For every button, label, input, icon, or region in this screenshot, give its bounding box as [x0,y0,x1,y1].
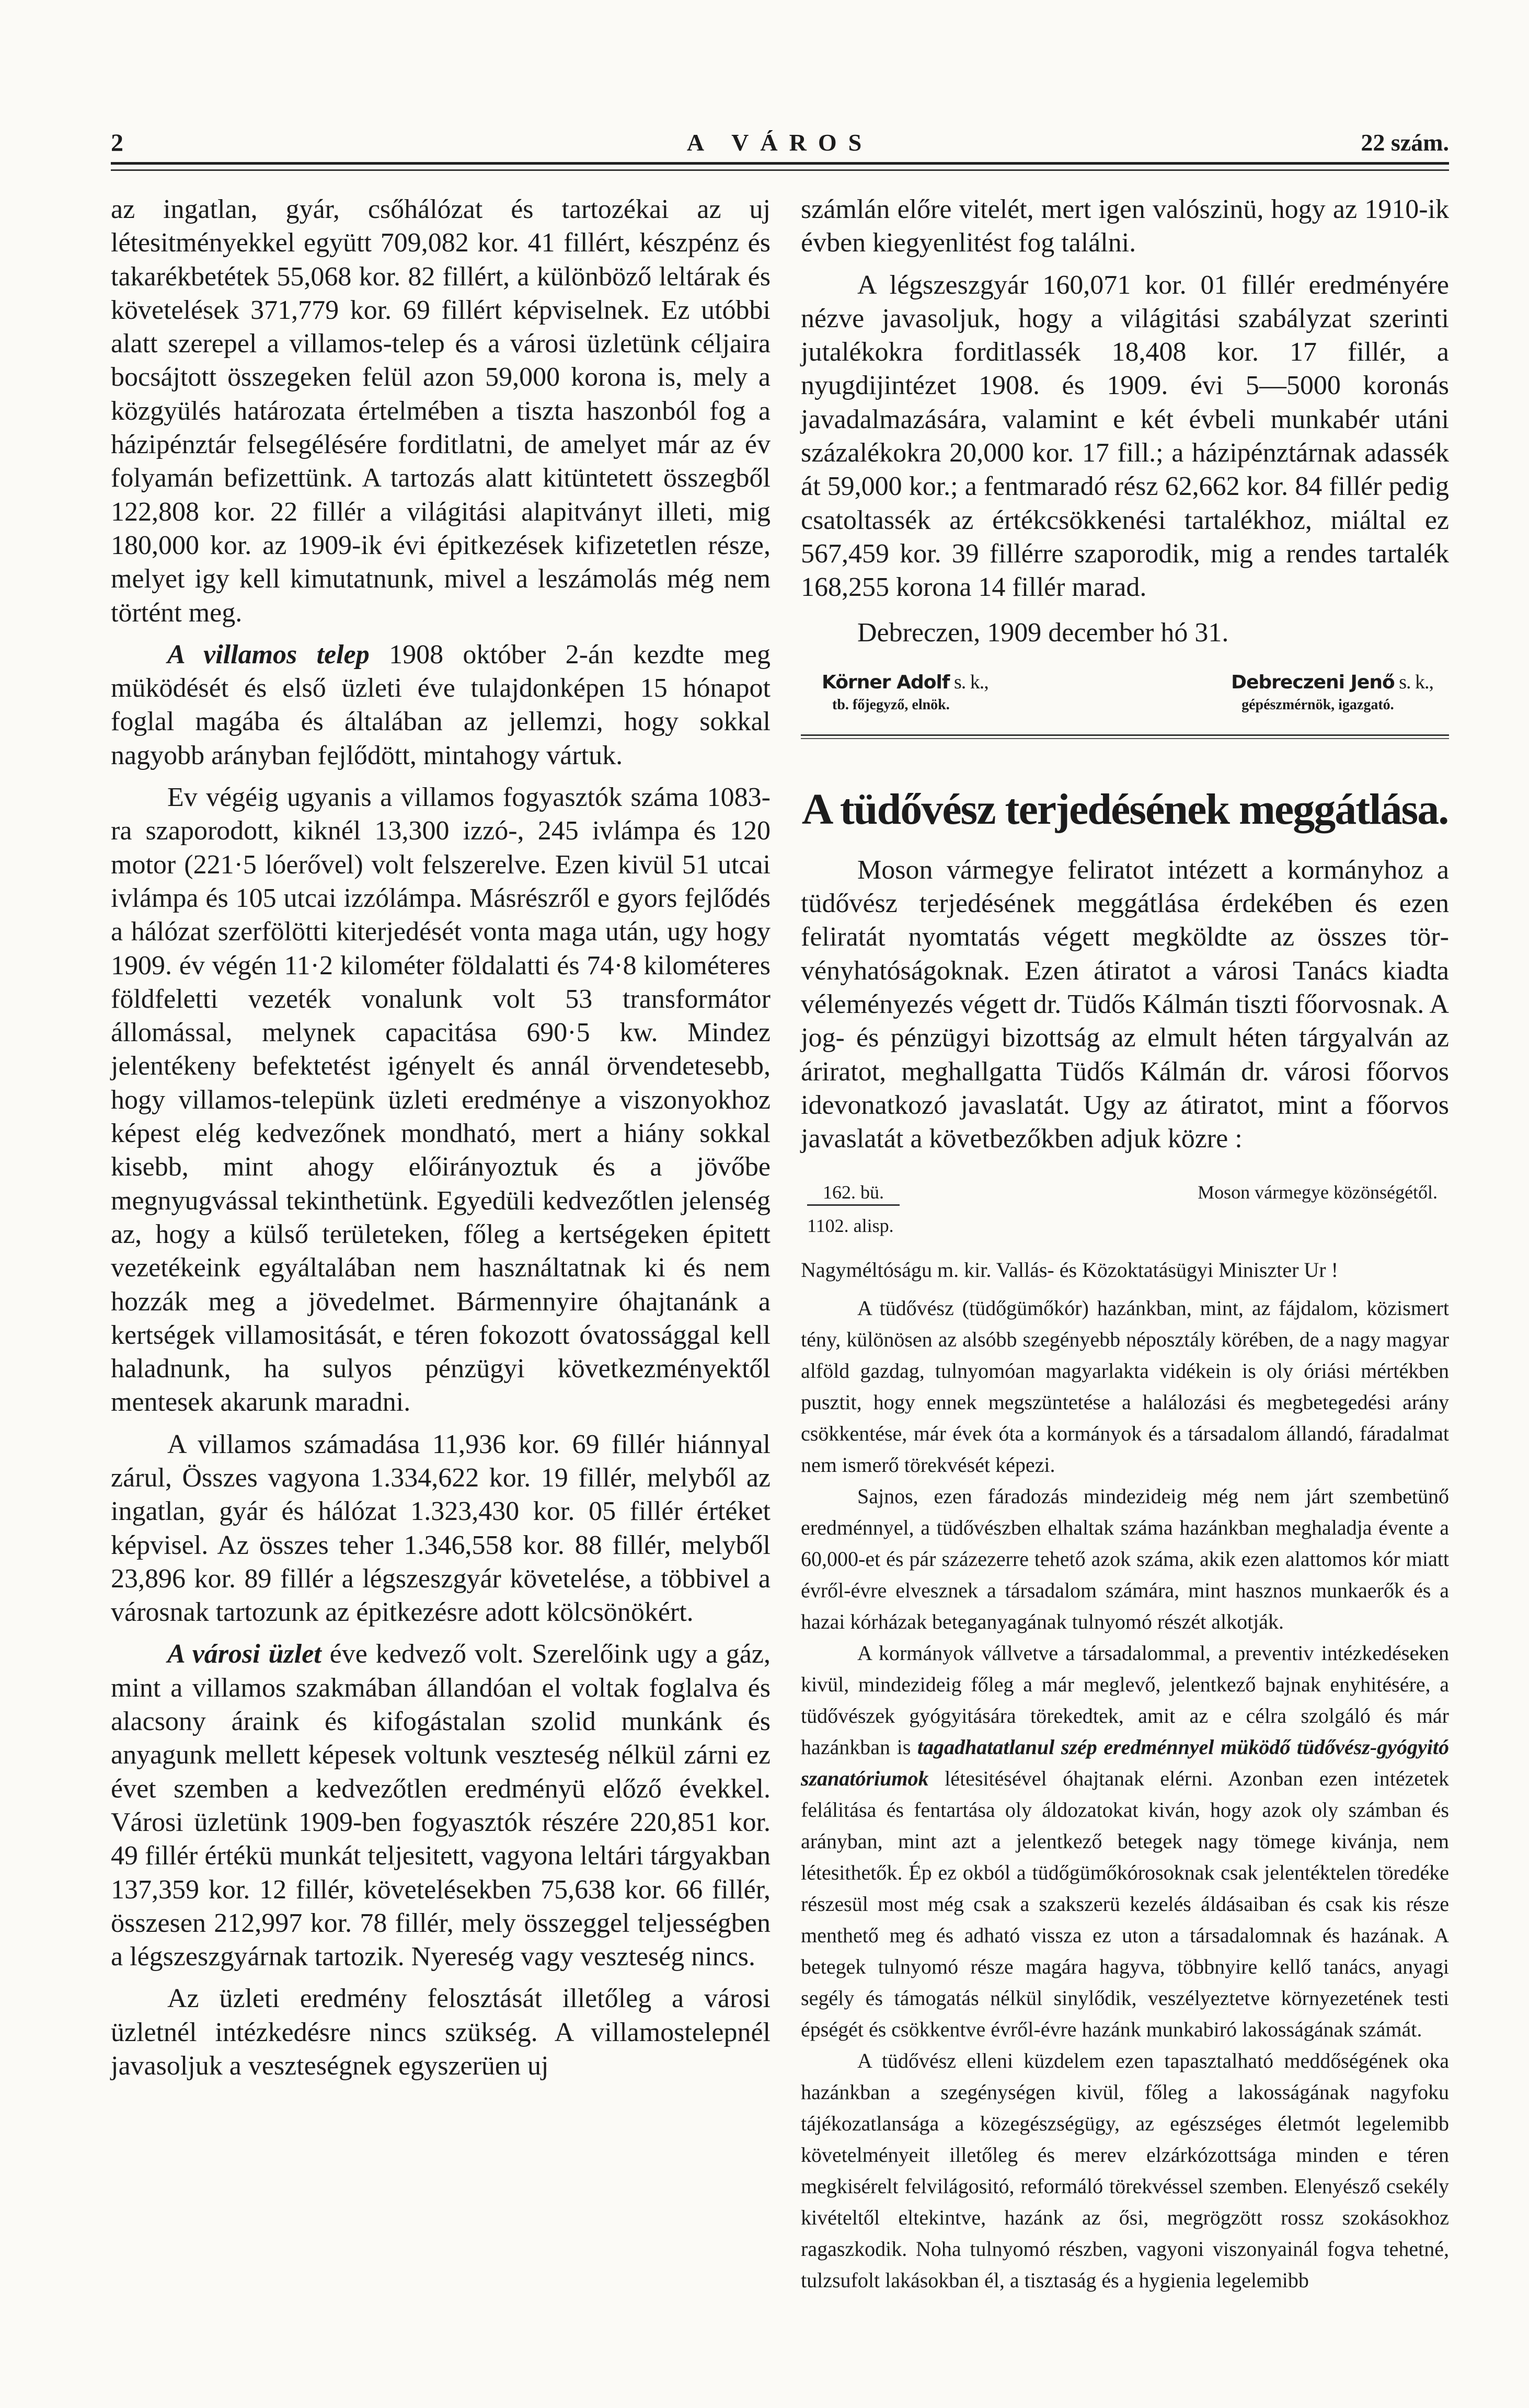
paragraph-continuation: számlán előre vitelét, mert igen valószinü, hogy az 1910-ik évben kiegyenlitést fog találni. [801,194,1449,258]
two-column-body [111,193,1449,2296]
header-rule [111,162,1449,171]
signer-suffix: s. k., [1394,671,1433,693]
letter-paragraph-2: Sajnos, ezen fáradozás mindezideig még nem járt szembetünő eredménnyel, a tüdővészben elhaltak száma hazánkban meghaladja évente a 60,000-et és pár százezerre tehető azok száma, akik ezen alattomos kór miatt évről-évre elvesznek a társadalom számára, mint hasznos munkaerők és a hazai kórházak beteganyagának tulnyomó részét alkotják. [801,1484,1449,1633]
paragraph-varosi-uzlet [111,1638,771,1974]
paragraph-consumers: Ev végéig ugyanis a villamos fogyasztók száma 1083-ra szaporodott, kiknél 13,300 izzó-, 245 ivlámpa és 120 motor (221·5 lóerővel) volt felszerelve. Ezen kivül 51 utcai ivlámpa és 105 utcai izzólámpa. Másrészről e gyors fejlődés a hálózat szerfölötti kiterjedését vonta maga után, ugy hogy 1909. év végén 11·2 kilométer földalatti és 74·8 kilométeres földfeletti vezeték vonalunk volt 53 transformátor állomással, melynek capacitása 690·5 kw. Mindez jelentékeny befektetést igényelt és annál örvendetesebb, hogy villamos-telepünk üzleti eredménye a viszonyokhoz képest elég kedvezőnek mondható, mert a hiány sokkal kisebb, mint ahogy előirányoztuk és a jövőbe megnyugvással tekinthetünk. Egyedüli kedvezőtlen jelenség az, hogy a külső területeken, főleg a kertségeken épitett vezetékeink egyáltalában nem használtatnak ki és nem hozzák meg a jövedelmet. Bármennyire óhajtanánk a kertségek villamositását, e téren fokozott óvatossággal kell haladnunk, ha sulyos pénzügyi következményektől mentesek akarunk maradni. [111,782,771,1418]
signature-korner [822,671,988,713]
page-header [111,125,1449,157]
signer-role: tb. főjegyző, elnök. [832,696,950,713]
signer-name: Körner Adolf [822,671,950,693]
page-number: 2 [111,129,123,157]
masthead-title: A VÁROS [686,129,873,156]
article-separator [801,734,1449,739]
text-segment: létesitésével óhajtanak elérni. Azonban ezen intézetek felálitása és fentartása oly áldozatokat kiván, hogy azok oly számban és arányban, mint azt a jelentkező betegek nagy tömege kivánja, nem létesithetők. Ép ez okból a tüdőgümőkórosoknak csak jelentéktelen töredéke részesül most még csak a szakszerü kezelés áldásaiban és csak kis része menthető meg és adható vissza ez uton a társadalomnak és hazának. A betegek tulnyomó része magára hagyva, többnyire kellő tanács, anyagi segély és támogatás nélkül sinylődik, veszélyeztetve környezetének testi épségét és csökkentve évről-évre hazánk munkabiró lakosságának számát. [801,1766,1449,2041]
document-reference [801,1181,1449,1239]
text-segment: A kormányok vállvetve a társadalommal, a preventiv intézkedéseken kivül, mindezideig főleg a már meglevő, jelentkező bajnak enyhitésére, a tüdővészek gyógyitására törekedtek, amit az e célra szolgáló és már hazánkban is [801,1641,1449,1759]
emphasis-sanatoriums: tagadhatatlanul szép eredménnyel müködő tüdővész-gyógyitó szanatóriumok [801,1735,1449,1790]
lead-varosi-uzlet: A városi üzlet [167,1639,321,1669]
text-varosi-uzlet: éve kedvező volt. Szerelőink ugy a gáz, mint a villamos szakmában állandóan el voltak foglalva és alacsony áraink és kifogástalan szolid munkánk és anyagunk mellett képesek voltunk veszteség nélkül zárni ez évet szemben a kedvezőtlen eredményü előző évekkel. Városi üzletünk 1909-ben fogyasztók részére 220,851 kor. 49 fillér értékü munkát teljesitett, vagyona leltári tárgyakban 137,359 kor. 12 fillér, követelésekben 75,638 kor. 66 fillér, összesen 212,997 kor. 78 fillér, mely összeggel teljességben a légszeszgyárnak tartozik. Nyereség vagy veszteség nincs. [111,1639,771,1972]
left-column [111,193,771,2296]
text-villamos-telep: 1908 október 2-án kezdte meg müködését és első üzleti éve tulajdonképen 15 hónapot foglal magába és általában az jellemzi, hogy sokkal nagyobb arányban fejlődött, mintahogy vártuk. [111,639,771,770]
reference-alisp: 1102. alisp. [807,1215,894,1236]
salutation: Nagyméltóságu m. kir. Vallás- és Közoktatásügyi Miniszter Ur ! [801,1258,1338,1282]
paragraph-distribution: Az üzleti eredmény felosztását illetőleg a városi üzletnél intézkedésre nincs szükség. A villamostelepnél javasoljuk a veszteségnek egyszerüen uj [111,1984,771,2081]
newspaper-page [111,125,1449,2296]
letter-paragraph-1: A tüdővész (tüdőgümőkór) hazánkban, mint, az fájdalom, közismert tény, különösen az alsóbb szegényebb néposztály körében, de a nagy magyar alföld gazdag, tulnyomóan magyarlakta vidékein is oly óriási mértékben pusztit, hogy ennek megszüntetése a halálozási és megbetegedési arány csökkentése, már évek óta a kormányok és a társadalom állandó, fáradalmat nem ismerő törekvését képezi. [801,1296,1449,1477]
date-line: Debreczen, 1909 december hó 31. [857,617,1229,648]
article-title: A tüdővész terjedésének meggátlása. [801,785,1448,834]
signer-suffix: s. k., [949,671,988,693]
signer-name: Debreczeni Jenő [1231,671,1395,693]
right-column [801,193,1449,2296]
issue-number: 22 szám. [1361,129,1449,156]
article-intro: Moson vármegye feliratot intézett a kormányhoz a tüdővész terjedésének meggátlása érdekében és ezen feliratát nyomtatás végett megköldte az összes törvényhatóságoknak. Ezen átiratot a városi Tanács kiadta véleményezés végett dr. Tüdős Kálmán tiszti főorvosnak. A jog- és pénzügyi bizottság az elmult héten tárgyalván az áriratot, meghallgatta Tüdős Kálmán dr. városi főorvos idevonatkozó javaslatát. Ugy az átiratot, mint a főorvos javaslatát a követbezőkben adjuk közre : [801,855,1449,1154]
paragraph-accounts: A villamos számadása 11,936 kor. 69 fillér hiánnyal zárul, Összes vagyona 1.334,622 kor. 19 fillér, melyből az ingatlan, gyár és hálózat 1.323,430 kor. 05 fillér értéket képvisel. Az összes teher 1.346,558 kor. 88 fillér, melyből 23,896 kor. 89 fillér a légszeszgyár követelése, a többivel a városnak tartozunk az épitkezésre adott kölcsönökért. [111,1429,771,1628]
signature-debreczeni [1231,671,1433,713]
letter-paragraph-3 [801,1638,1449,2045]
signer-role: gépészmérnök, igazgató. [1241,696,1394,713]
paragraph-villamos-telep [111,638,771,773]
reference-sender: Moson vármegye közönségétől. [1198,1181,1438,1203]
letter-paragraph-4: A tüdővész elleni küzdelem ezen tapasztalható meddőségének oka hazánkban a szegénységen kivül, főleg a lakosságának nagyfoku tájékozatlansága a közegészségügy, az egészséges életmót legelemibb követelményeit illetőleg és merev elzárkózottsága minden e téren megkisérelt felvilágositó, reformáló törekvéssel szemben. Elenyésző csekély kivételtől eltekintve, hazánk az ősi, megrögzött rossz szokásokhoz ragaszkodik. Noha tulnyomó részben, vagyoni viszonyainál fogva tehetné, tulzsufolt lakásokban él, a tisztaság és a hygienia legelemibb [801,2048,1449,2292]
paragraph-assets: az ingatlan, gyár, csőhálózat és tartozékai az uj létesitményekkel együtt 709,082 kor. 41 fillért, készpénz és takarékbetétek 55,068 kor. 82 fillért, a különböző leltárak és követelések 371,779 kor. 69 fillért képviselnek. Ez utóbbi alatt szerepel a villamos-telep és a városi üzletünk céljaira bocsájtott összegeken felül azon 59,000 korona is, mely a közgyülés határozata értelmében a tiszta haszonból fog a házipénztár felsegélésére forditlatni, de amelyet már az év folyamán befizettünk. A tartozás alatt kitüntetett összegből 122,808 kor. 22 fillér a világitási alapitványt illeti, mig 180,000 kor. az 1909-ik évi épitkezések kifizetetlen része, melyet igy kell kimutatnunk, mivel a leszámolás még nem történt meg. [111,194,771,628]
signatures [801,671,1449,713]
lead-villamos-telep: A villamos telep [167,639,370,670]
paragraph-legszeszgyar: A légszeszgyár 160,071 kor. 01 fillér eredményére nézve javasoljuk, hogy a világitási szabályzat szerinti jutalékokra forditlassék 18,408 kor. 17 fillér, a nyugdijintézet 1908. és 1909. évi 5—5000 koronás javadalmazására, valamint e két évbeli munkabér utáni százalékokra 20,000 kor. 17 fill.; a házipénztárnak adassék át 59,000 kor.; a fentmaradó rész 62,662 kor. 84 fillér pedig csatoltassék az értékcsökkenési tartalékhoz, miáltal ez 567,459 kor. 39 fillérre szaporodik, mig a rendes tartalék 168,255 korona 14 fillér marad. [801,270,1449,603]
reference-number: 162. bü. [807,1181,900,1206]
